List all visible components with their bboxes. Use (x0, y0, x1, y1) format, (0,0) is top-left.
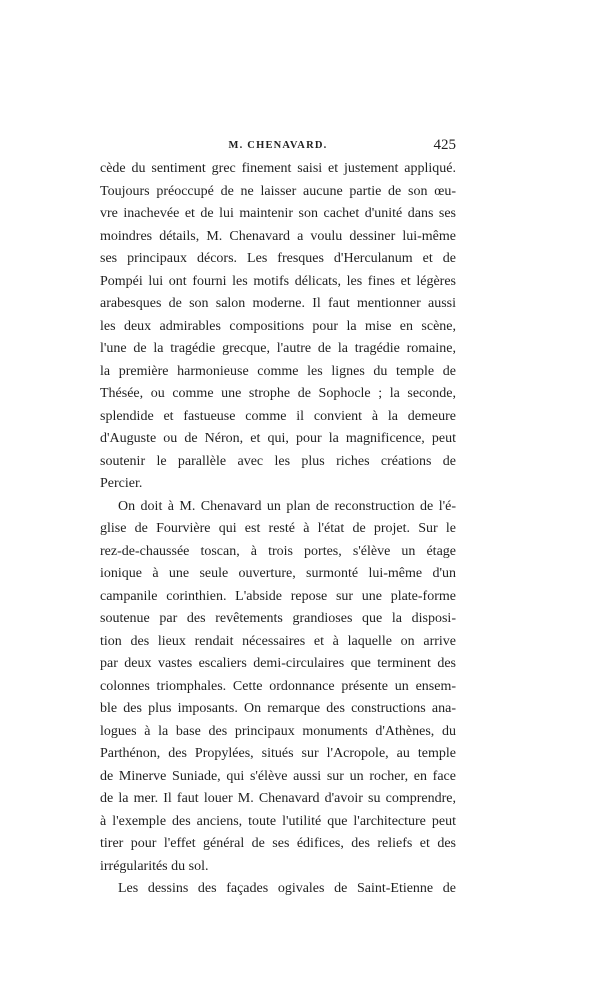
text-line: Toujours préoccupé de ne laisser aucune partie de son œu- (100, 183, 456, 199)
text-line: campanile corinthien. L'abside repose sur une plate-forme (100, 588, 456, 604)
text-line: colonnes triomphales. Cette ordonnance présente un ensem- (100, 678, 456, 694)
text-line: les deux admirables compositions pour la mise en scène, (100, 318, 456, 334)
text-line: par deux vastes escaliers demi-circulaires que terminent des (100, 656, 456, 671)
text-line: arabesques de son salon moderne. Il faut mentionner aussi (100, 296, 456, 311)
text-line: cède du sentiment grec finement saisi et justement appliqué. (100, 161, 456, 176)
text-line: soutenir le parallèle avec les plus riches créations de (100, 453, 456, 469)
text-line: de Minerve Suniade, qui s'élève aussi sur un rocher, en face (100, 768, 456, 784)
text-line: d'Auguste ou de Néron, et qui, pour la magnificence, peut (100, 431, 456, 446)
text-line: Percier. (100, 476, 143, 491)
text-line: irrégularités du sol. (100, 858, 209, 874)
running-head (100, 137, 456, 155)
body-text (100, 158, 456, 901)
text-line: vre inachevée et de lui maintenir son cachet d'unité dans ses (100, 206, 456, 221)
text-line: soutenue par des revêtements grandioses que la disposi- (100, 611, 456, 626)
text-line: splendide et fastueuse comme il convient à la demeure (100, 408, 456, 424)
text-line: Les dessins des façades ogivales de Saint-Etienne de (118, 881, 456, 896)
text-line: de la mer. Il faut louer M. Chenavard d'avoir su comprendre, (100, 791, 456, 806)
text-line: Thésée, ou comme une strophe de Sophocle ; la seconde, (100, 386, 456, 401)
text-line: rez-de-chaussée toscan, à trois portes, s'élève un étage (100, 543, 456, 559)
text-line: à l'exemple des anciens, toute l'utilité que l'architecture peut (100, 813, 456, 829)
page-number: 425 (433, 137, 456, 153)
text-line: l'une de la tragédie grecque, l'autre de la tragédie romaine, (100, 341, 456, 356)
text-line: Pompéi lui ont fourni les motifs délicats, les fines et légères (100, 273, 456, 289)
text-line: ionique à une seule ouverture, surmonté lui-même d'un (100, 566, 456, 581)
text-line: glise de Fourvière qui est resté à l'état de projet. Sur le (100, 521, 456, 536)
text-line: On doit à M. Chenavard un plan de reconstruction de l'é- (118, 498, 456, 514)
text-line: logues à la base des principaux monuments d'Athènes, du (100, 723, 456, 739)
text-line: ses principaux décors. Les fresques d'Herculanum et de (100, 251, 456, 266)
text-line: tirer pour l'effet général de ses édifices, des reliefs et des (100, 836, 456, 851)
text-line: ble des plus imposants. On remarque des constructions ana- (100, 701, 456, 716)
text-line: tion des lieux rendait nécessaires et à laquelle on arrive (100, 633, 456, 649)
text-line: Parthénon, des Propylées, situés sur l'Acropole, au temple (100, 746, 456, 761)
running-title: M. CHENAVARD. (228, 140, 328, 151)
text-line: moindres détails, M. Chenavard a voulu dessiner lui-même (100, 228, 456, 244)
text-line: la première harmonieuse comme les lignes du temple de (100, 363, 456, 379)
